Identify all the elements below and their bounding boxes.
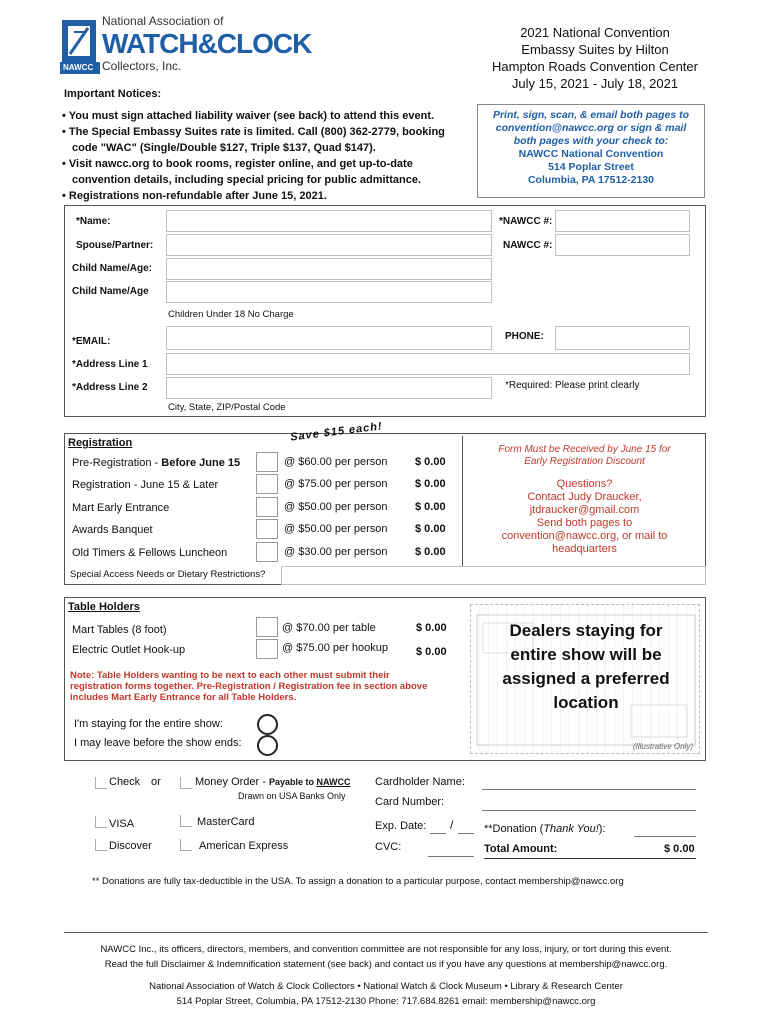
exp-month-input[interactable] xyxy=(430,833,446,834)
spouse-input[interactable] xyxy=(166,234,492,256)
exp-slash: / xyxy=(450,818,454,832)
table-row: Mart Tables (8 foot) xyxy=(72,624,167,636)
total-label: Total Amount: xyxy=(484,843,558,855)
check-box[interactable] xyxy=(95,777,107,789)
row-total: $ 0.00 xyxy=(416,622,447,634)
footer xyxy=(64,979,708,1009)
table-holders-note xyxy=(70,670,427,703)
card-number-label: Card Number: xyxy=(375,796,445,808)
donation-footnote: ** Donations are fully tax-deductible in the USA. To assign a donation to a particular purpose, contact membership@nawcc.org xyxy=(92,876,624,887)
mail-instructions-box xyxy=(477,104,705,198)
qty-mart-early[interactable] xyxy=(256,497,278,517)
price: @ $75.00 per person xyxy=(284,478,388,490)
registration-row: Registration - June 15 & Later xyxy=(72,479,219,491)
contact-line: Contact Judy Draucker, xyxy=(527,491,642,503)
check-label: Check xyxy=(109,776,141,788)
dealers-line: Dealers staying for xyxy=(509,621,663,640)
notice-item: • Registrations non-refundable after June 15, 2021. xyxy=(62,190,327,202)
donation-input[interactable] xyxy=(634,836,696,837)
mail-line: 514 Poplar Street xyxy=(548,161,634,173)
children-note: Children Under 18 No Charge xyxy=(168,309,294,320)
email-label: *EMAIL: xyxy=(72,336,111,347)
logo-badge: NAWCC xyxy=(63,63,94,72)
price: @ $70.00 per table xyxy=(282,622,376,634)
table-row: Electric Outlet Hook-up xyxy=(72,644,186,656)
card-number-input[interactable] xyxy=(482,810,696,811)
money-order-label: Money Order - Payable to NAWCC xyxy=(195,776,351,788)
notice-item: • You must sign attached liability waiver (see back) to attend this event. xyxy=(62,110,435,122)
mastercard-label: MasterCard xyxy=(197,816,255,828)
convention-venue1: Embassy Suites by Hilton xyxy=(521,42,669,57)
footer-line: 514 Poplar Street, Columbia, PA 17512-2130 Phone: 717.684.8261 email: membership@nawcc.org xyxy=(176,996,596,1007)
registration-row: Pre-Registration - Before June 15 xyxy=(72,457,241,469)
contact-line: headquarters xyxy=(552,543,617,555)
cardholder-input[interactable] xyxy=(482,789,696,790)
email-input[interactable] xyxy=(166,326,492,350)
contact-line: Send both pages to xyxy=(536,517,633,529)
contact-line: convention@nawcc.org, or mail to xyxy=(501,530,668,542)
mastercard-box[interactable] xyxy=(180,815,192,827)
child1-label: Child Name/Age: xyxy=(72,263,153,274)
price: @ $75.00 per hookup xyxy=(282,642,388,654)
floor-plan-image xyxy=(470,604,700,754)
disclaimer-line: Read the full Disclaimer & Indemnification statement (see back) and contact us if you have any questions at membership@nawcc.org. xyxy=(104,959,668,970)
dealers-text xyxy=(471,619,701,715)
notices-list xyxy=(62,108,462,204)
convention-dates: July 15, 2021 - July 18, 2021 xyxy=(511,76,679,91)
total-value: $ 0.00 xyxy=(664,843,695,855)
row-total: $ 0.00 xyxy=(415,478,446,490)
row-total: $ 0.00 xyxy=(415,501,446,513)
qty-preregistration[interactable] xyxy=(256,452,278,472)
special-needs-label: Special Access Needs or Dietary Restrictions? xyxy=(70,569,266,580)
logo-line1: National Association of xyxy=(102,14,224,28)
row-total: $ 0.00 xyxy=(415,546,446,558)
logo xyxy=(60,14,312,76)
questions-line: Questions? xyxy=(556,478,613,490)
nawcc-number-label: *NAWCC #: xyxy=(499,216,553,227)
stay-entire-radio[interactable] xyxy=(257,714,278,735)
city-label: City, State, ZIP/Postal Code xyxy=(168,402,286,413)
notice-item: • Visit nawcc.org to book rooms, register online, and get up-to-date xyxy=(62,158,413,170)
notice-item: • The Special Embassy Suites rate is limited. Call (800) 362-2779, booking xyxy=(62,126,445,138)
convention-venue2: Hampton Roads Convention Center xyxy=(492,59,698,74)
footer-line: National Association of Watch & Clock Collectors • National Watch & Clock Museum • Library & Research Center xyxy=(149,981,623,992)
child2-input[interactable] xyxy=(166,281,492,303)
deadline-note xyxy=(462,436,706,567)
disclaimer xyxy=(64,942,708,972)
child2-label: Child Name/Age xyxy=(72,286,149,297)
mail-line: NAWCC National Convention xyxy=(518,148,664,160)
visa-box[interactable] xyxy=(95,816,107,828)
contact-line: jtdraucker@gmail.com xyxy=(529,504,640,516)
special-needs-input[interactable] xyxy=(281,566,706,585)
row-total: $ 0.00 xyxy=(415,523,446,535)
price: @ $50.00 per person xyxy=(284,523,388,535)
total-underline xyxy=(484,858,696,859)
note-line: includes Mart Early Entrance for all Table Holders. xyxy=(70,692,297,703)
stay-entire-label: I'm staying for the entire show: xyxy=(74,718,223,730)
disclaimer-line: NAWCC Inc., its officers, directors, members, and convention committee are not responsible for any loss, injury, or tort during this event. xyxy=(100,944,672,955)
deadline-line: Early Registration Discount xyxy=(524,456,645,467)
logo-line3: Collectors, Inc. xyxy=(102,59,182,73)
note-line: registration forms together. Pre-Registration / Registration fee in section above xyxy=(70,681,428,692)
phone-label: PHONE: xyxy=(505,331,544,342)
name-label: *Name: xyxy=(76,216,111,227)
cardholder-label: Cardholder Name: xyxy=(375,776,465,788)
address1-input[interactable] xyxy=(166,353,690,375)
note-line: Note: Table Holders wanting to be next to each other must submit their xyxy=(70,670,390,681)
exp-label: Exp. Date: xyxy=(375,820,427,832)
address2-input[interactable] xyxy=(166,377,492,399)
illustrative-label: (Illustrative Only) xyxy=(632,742,693,751)
row-total: $ 0.00 xyxy=(415,456,446,468)
discover-box[interactable] xyxy=(95,839,107,851)
dealers-line: assigned a preferred xyxy=(502,669,670,688)
qty-luncheon[interactable] xyxy=(256,542,278,562)
nawcc-number-input[interactable] xyxy=(555,210,690,232)
exp-year-input[interactable] xyxy=(458,833,474,834)
price: @ $50.00 per person xyxy=(284,501,388,513)
donation-label: **Donation (Thank You!): xyxy=(484,823,606,835)
save-banner: Save $15 each! xyxy=(289,420,384,444)
disclaimer-rule xyxy=(64,932,708,933)
dealers-line: location xyxy=(553,693,619,712)
deadline-line: Form Must be Received by June 15 for xyxy=(498,444,671,455)
registration-row: Old Timers & Fellows Luncheon xyxy=(72,547,228,559)
required-note: *Required: Please print clearly xyxy=(505,380,640,391)
visa-label: VISA xyxy=(109,818,135,830)
amex-box[interactable] xyxy=(180,839,192,851)
convention-info xyxy=(470,24,720,92)
leave-early-radio[interactable] xyxy=(257,735,278,756)
registration-heading: Registration xyxy=(68,437,133,449)
spouse-nawcc-label: NAWCC #: xyxy=(503,240,553,251)
name-input[interactable] xyxy=(166,210,492,232)
amex-label: American Express xyxy=(199,840,289,852)
discover-label: Discover xyxy=(109,840,152,852)
mail-line: convention@nawcc.org or sign & mail xyxy=(495,122,687,134)
notice-item: convention details, including special pricing for public admittance. xyxy=(72,174,421,186)
qty-banquet[interactable] xyxy=(256,519,278,539)
convention-title: 2021 National Convention xyxy=(520,25,670,40)
phone-input[interactable] xyxy=(555,326,690,350)
cvc-input[interactable] xyxy=(428,856,474,857)
leave-early-label: I may leave before the show ends: xyxy=(74,737,242,749)
spouse-label: Spouse/Partner: xyxy=(76,240,154,251)
cvc-label: CVC: xyxy=(375,841,402,853)
price: @ $30.00 per person xyxy=(284,546,388,558)
table-holders-heading: Table Holders xyxy=(68,601,140,613)
money-order-box[interactable] xyxy=(180,777,192,789)
registration-row: Awards Banquet xyxy=(72,524,153,536)
notices-heading: Important Notices: xyxy=(64,88,162,100)
notice-item: code "WAC" (Single/Double $127, Triple $137, Quad $147). xyxy=(72,142,376,154)
address2-label: *Address Line 2 xyxy=(72,382,148,393)
qty-registration[interactable] xyxy=(256,474,278,494)
mail-line: both pages with your check to: xyxy=(513,135,669,147)
address1-label: *Address Line 1 xyxy=(72,359,148,370)
price: @ $60.00 per person xyxy=(284,456,388,468)
mail-line: Columbia, PA 17512-2130 xyxy=(527,174,655,186)
or-label: or xyxy=(151,776,161,788)
child1-input[interactable] xyxy=(166,258,492,280)
qty-mart-tables[interactable] xyxy=(256,617,278,637)
qty-electric[interactable] xyxy=(256,639,278,659)
dealers-line: entire show will be xyxy=(510,645,662,664)
mail-line: Print, sign, scan, & email both pages to xyxy=(492,109,690,121)
drawn-note: Drawn on USA Banks Only xyxy=(238,791,346,801)
row-total: $ 0.00 xyxy=(416,646,447,658)
logo-line2: WATCH&CLOCK xyxy=(102,28,312,59)
spouse-nawcc-input[interactable] xyxy=(555,234,690,256)
registration-row: Mart Early Entrance xyxy=(72,502,170,514)
